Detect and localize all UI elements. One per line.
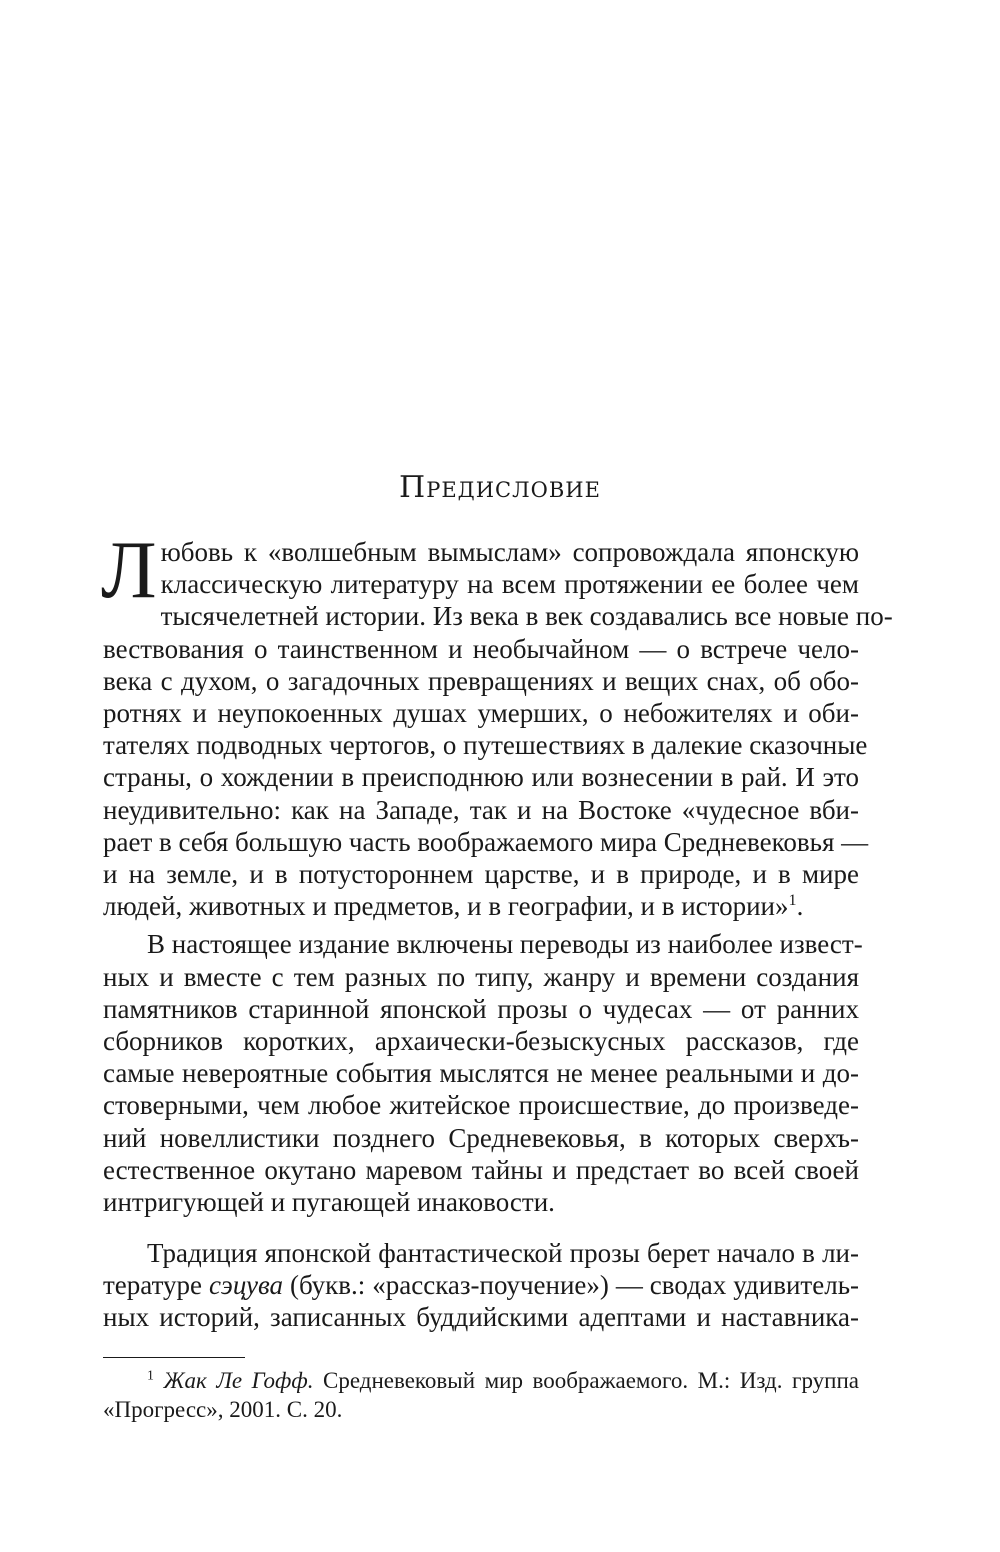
drop-cap: Л [101, 524, 157, 615]
text-line: неудивительно: как на Западе, так и на Востоке «чудесное вби- [103, 794, 859, 825]
text-line: ных историй, записанных буддийскими адептами и наставника- [103, 1302, 859, 1333]
text-line: стоверными, чем любое житейское происшествие, до произведе- [103, 1090, 859, 1121]
footnote-text: Средневековый мир воображаемого. М.: Изд. группа [313, 1368, 859, 1393]
text-line: Традиция японской фантастической прозы берет начало в ли- [147, 1238, 859, 1268]
paragraph-3 [103, 1237, 859, 1334]
text-line: сборников коротких, архаически-безыскусных рассказов, где [103, 1026, 859, 1057]
text-line-content: людей, животных и предметов, и в географии, и в истории» [103, 891, 789, 922]
main-text [101, 524, 893, 1218]
text-line: тысячелетней истории. Из века в век создавались все новые по- [160, 601, 893, 632]
footnote-author: Жак Ле Гофф. [163, 1368, 314, 1393]
term-italic: сэцува [208, 1270, 284, 1301]
text-line: и на земле, и в потустороннем царстве, и в природе, и в мире [103, 859, 859, 890]
text-segment: (букв.: «рассказ-поучение») — сводах удивитель- [283, 1270, 859, 1301]
text-line: века с духом, о загадочных превращениях и вещих снах, об обо- [103, 665, 859, 696]
text-line: вествования о таинственном и необычайном — о встрече чело- [103, 633, 859, 664]
text-line: В настоящее издание включены переводы из наиболее извест- [147, 929, 863, 960]
paragraph-1 [101, 524, 893, 922]
chapter-title: Предисловие [399, 470, 601, 505]
footnote-reference[interactable]: 1 [788, 891, 797, 910]
text-line: ний новеллистики позднего Средневековья, в которых сверхъ- [103, 1122, 859, 1153]
text-line: людей, животных и предметов, и в географии, и в истории»$^1$. [103, 891, 804, 922]
main-text-continued [103, 1237, 859, 1334]
text-segment: тературе [103, 1270, 209, 1301]
text-line: ротнях и неупокоенных душах умерших, о небожителях и оби- [103, 698, 859, 729]
text-line: классическую литературу на всем протяжении ее более чем [160, 569, 859, 600]
text-line: самые невероятные события мыслятся не менее реальными и до- [103, 1058, 859, 1089]
text-line: тателях подводных чертогов, о путешествиях в далекие сказочные [103, 730, 868, 761]
text-line: ных и вместе с тем разных по типу, жанру и времени создания [103, 961, 859, 992]
footnote [103, 1366, 859, 1424]
text-line: рает в себя большую часть воображаемого мира Средневековья — [103, 826, 869, 857]
text-line: естественное окутано маревом тайны и предстает во всей своей [103, 1154, 859, 1185]
paragraph-2 [103, 928, 863, 1218]
footnote-line [103, 1366, 859, 1395]
footnote-line: «Прогресс», 2001. С. 20. [103, 1397, 343, 1422]
text-line: юбовь к «волшебным вымыслам» сопровождала японскую [160, 537, 859, 567]
footnote-number: 1 [147, 1367, 154, 1383]
text-line: памятников старинной японской прозы о чудесах — от ранних [103, 993, 859, 1024]
text-line [103, 1269, 859, 1301]
footnote-divider [103, 1357, 245, 1358]
text-line: интригующей и пугающей инаковости. [103, 1187, 555, 1218]
text-line: страны, о хождении в преисподнюю или вознесении в рай. И это [103, 762, 859, 793]
